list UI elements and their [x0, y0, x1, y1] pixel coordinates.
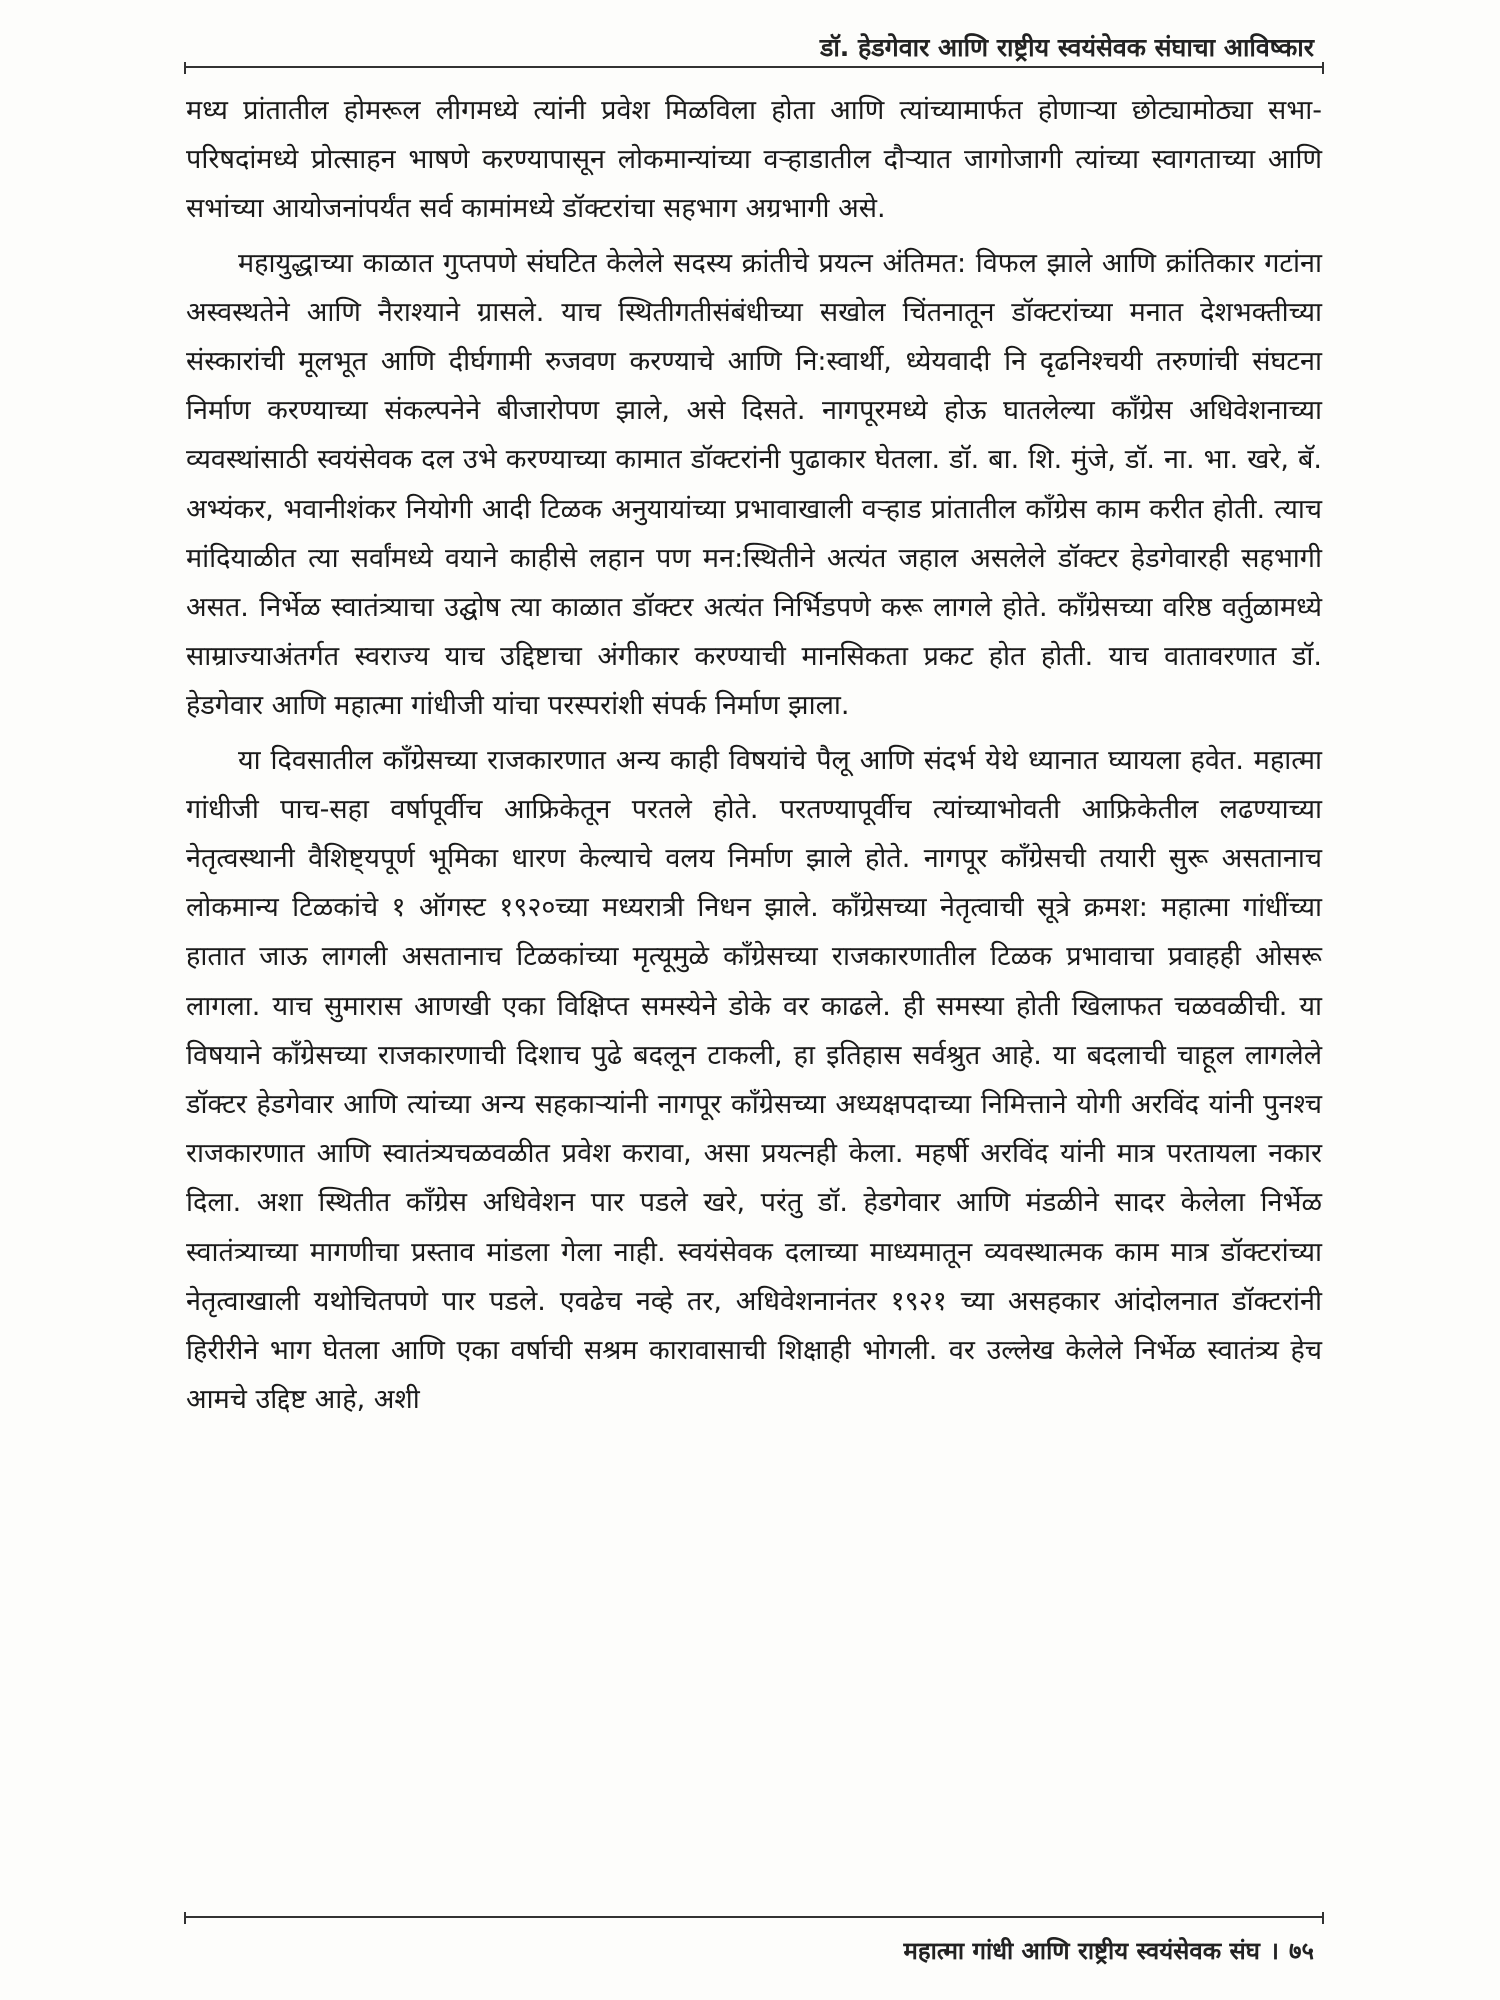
- body-text: [186, 86, 1322, 1429]
- page-number: ७५: [1289, 1937, 1314, 1965]
- header-rule: [186, 66, 1322, 68]
- paragraph-1: मध्य प्रांतातील होमरूल लीगमध्ये त्यांनी प्रवेश मिळविला होता आणि त्यांच्यामार्फत होणाऱ्या छोट्यामोठ्या सभा-परिषदांमध्ये प्रोत्साहन भाषणे करण्यापासून लोकमान्यांच्या वऱ्हाडातील दौऱ्यात जागोजागी त्यांच्या स्वागताच्या आणि सभांच्या आयोजनांपर्यंत सर्व कामांमध्ये डॉक्टरांचा सहभाग अग्रभागी असे.: [186, 95, 1322, 225]
- footer-book-title: महात्मा गांधी आणि राष्ट्रीय स्वयंसेवक संघ: [903, 1937, 1260, 1965]
- paragraph-2: महायुद्धाच्या काळात गुप्तपणे संघटित केलेले सदस्य क्रांतीचे प्रयत्न अंतिमत: विफल झाले आणि क्रांतिकार गटांना अस्वस्थतेने आणि नैराश्याने ग्रासले. याच स्थितीगतीसंबंधीच्या सखोल चिंतनातून डॉक्टरांच्या मनात देशभक्तीच्या संस्कारांची मूलभूत आणि दीर्घगामी रुजवण करण्याचे आणि नि:स्वार्थी, ध्येयवादी नि दृढनिश्चयी तरुणांची संघटना निर्माण करण्याच्या संकल्पनेने बीजारोपण झाले, असे दिसते. नागपूरमध्ये होऊ घातलेल्या कॉंग्रेस अधिवेशनाच्या व्यवस्थांसाठी स्वयंसेवक दल उभे करण्याच्या कामात डॉक्टरांनी पुढाकार घेतला. डॉ. बा. शि. मुंजे, डॉ. ना. भा. खरे, बॅ. अभ्यंकर, भवानीशंकर नियोगी आदी टिळक अनुयायांच्या प्रभावाखाली वऱ्हाड प्रांतातील कॉंग्रेस काम करीत होती. त्याच मांदियाळीत त्या सर्वांमध्ये वयाने काहीसे लहान पण मन:स्थितीने अत्यंत जहाल असलेले डॉक्टर हेडगेवारही सहभागी असत. निर्भेळ स्वातंत्र्याचा उद्घोष त्या काळात डॉक्टर अत्यंत निर्भिडपणे करू लागले होते. कॉंग्रेसच्या वरिष्ठ वर्तुळामध्ये साम्राज्याअंतर्गत स्वराज्य याच उद्दिष्टाचा अंगीकार करण्याची मानसिकता प्रकट होत होती. याच वातावरणात डॉ. हेडगेवार आणि महात्मा गांधीजी यांचा परस्परांशी संपर्क निर्माण झाला.: [186, 247, 1322, 722]
- running-header: डॉ. हेडगेवार आणि राष्ट्रीय स्वयंसेवक संघाचा आविष्कार: [819, 33, 1314, 62]
- footer-rule: [186, 1916, 1322, 1918]
- footer-separator: ।: [1269, 1937, 1280, 1965]
- paragraph-3: या दिवसातील कॉंग्रेसच्या राजकारणात अन्य काही विषयांचे पैलू आणि संदर्भ येथे ध्यानात घ्यायला हवेत. महात्मा गांधीजी पाच-सहा वर्षापूर्वीच आफ्रिकेतून परतले होते. परतण्यापूर्वीच त्यांच्याभोवती आफ्रिकेतील लढण्याच्या नेतृत्वस्थानी वैशिष्ट्यपूर्ण भूमिका धारण केल्याचे वलय निर्माण झाले होते. नागपूर कॉंग्रेसची तयारी सुरू असतानाच लोकमान्य टिळकांचे १ ऑगस्ट १९२०च्या मध्यरात्री निधन झाले. कॉंग्रेसच्या नेतृत्वाची सूत्रे क्रमश: महात्मा गांधींच्या हातात जाऊ लागली असतानाच टिळकांच्या मृत्यूमुळे कॉंग्रेसच्या राजकारणातील टिळक प्रभावाचा प्रवाहही ओसरू लागला. याच सुमारास आणखी एका विक्षिप्त समस्येने डोके वर काढले. ही समस्या होती खिलाफत चळवळीची. या विषयाने कॉंग्रेसच्या राजकारणाची दिशाच पुढे बदलून टाकली, हा इतिहास सर्वश्रुत आहे. या बदलाची चाहूल लागलेले डॉक्टर हेडगेवार आणि त्यांच्या अन्य सहकाऱ्यांनी नागपूर कॉंग्रेसच्या अध्यक्षपदाच्या निमित्ताने योगी अरविंद यांनी पुनश्च राजकारणात आणि स्वातंत्र्यचळवळीत प्रवेश करावा, असा प्रयत्नही केला. महर्षी अरविंद यांनी मात्र परतायला नकार दिला. अशा स्थितीत कॉंग्रेस अधिवेशन पार पडले खरे, परंतु डॉ. हेडगेवार आणि मंडळीने सादर केलेला निर्भेळ स्वातंत्र्याच्या मागणीचा प्रस्ताव मांडला गेला नाही. स्वयंसेवक दलाच्या माध्यमातून व्यवस्थात्मक काम मात्र डॉक्टरांच्या नेतृत्वाखाली यथोचितपणे पार पडले. एवढेच नव्हे तर, अधिवेशनानंतर १९२१ च्या असहकार आंदोलनात डॉक्टरांनी हिरीरीने भाग घेतला आणि एका वर्षाची सश्रम कारावासाची शिक्षाही भोगली. वर उल्लेख केलेले निर्भेळ स्वातंत्र्य हेच आमचे उद्दिष्ट आहे, अशी: [186, 744, 1322, 1416]
- running-footer: [904, 1934, 1314, 1967]
